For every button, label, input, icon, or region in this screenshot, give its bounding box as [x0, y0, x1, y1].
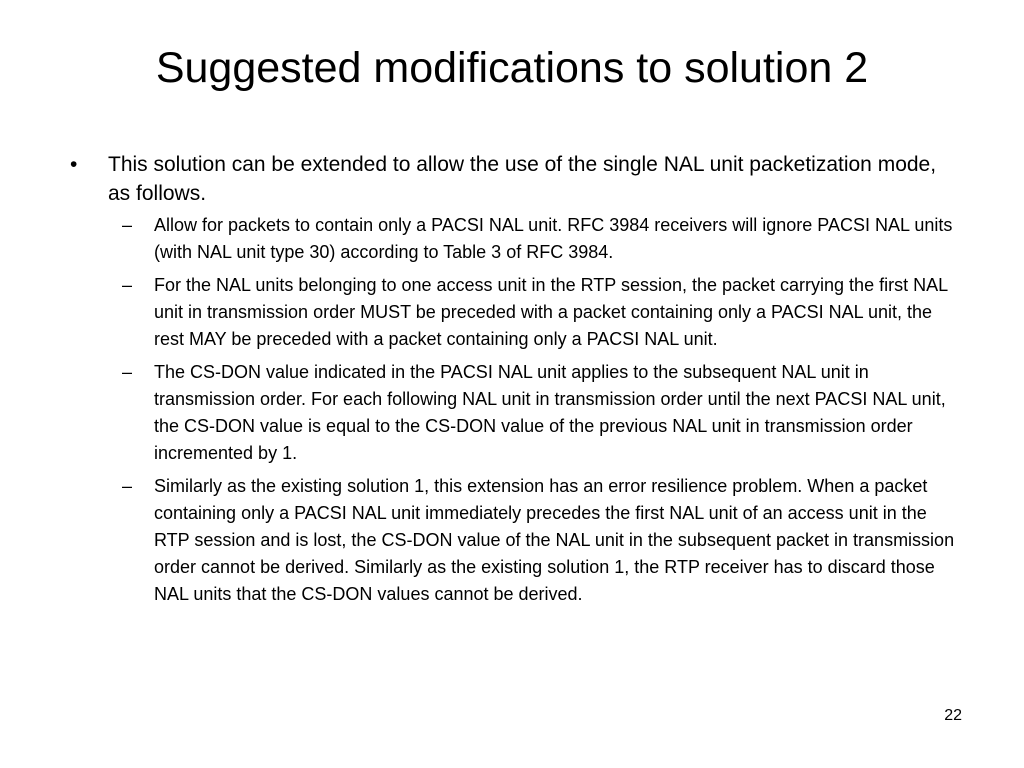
dash-marker: –: [122, 362, 133, 382]
bullet-marker: •: [70, 153, 78, 176]
main-bullet-text: This solution can be extended to allow the use of the single NAL unit packetization mode, as follows.: [108, 153, 937, 205]
page-number: 22: [944, 707, 962, 724]
sub-bullet-2: [116, 272, 960, 353]
dash-marker: –: [122, 275, 133, 295]
sub-bullet-text: For the NAL units belonging to one access unit in the RTP session, the packet carrying the first NAL unit in transmission order MUST be preceded with a packet containing only a PACSI NAL unit, the rest MAY be preceded with a packet containing only a PACSI NAL unit.: [154, 275, 948, 349]
sub-bullet-3: [116, 359, 960, 467]
sub-bullet-text: The CS-DON value indicated in the PACSI NAL unit applies to the subsequent NAL unit in transmission order. For each following NAL unit in transmission order until the next PACSI NAL unit, the CS-DON value is equal to the CS-DON value of the previous NAL unit in transmission order incremented by 1.: [154, 362, 946, 463]
sub-bullet-text: Allow for packets to contain only a PACSI NAL unit. RFC 3984 receivers will ignore PACSI NAL units (with NAL unit type 30) according to Table 3 of RFC 3984.: [154, 215, 953, 262]
dash-marker: –: [122, 476, 133, 496]
main-bullet: [70, 150, 960, 208]
slide-body: [70, 150, 960, 614]
sub-bullet-text: Similarly as the existing solution 1, this extension has an error resilience problem. When a packet containing only a PACSI NAL unit immediately precedes the first NAL unit of an access unit in the RTP session and is lost, the CS-DON value of the NAL unit in the subsequent packet in transmission order cannot be derived. Similarly as the existing solution 1, the RTP receiver has to discard those NAL units that the CS-DON values cannot be derived.: [154, 476, 955, 604]
sub-bullet-4: [116, 473, 960, 608]
sub-bullet-1: [116, 212, 960, 266]
sub-bullet-list: [116, 212, 960, 608]
dash-marker: –: [122, 215, 133, 235]
slide-title: Suggested modifications to solution 2: [155, 44, 869, 92]
